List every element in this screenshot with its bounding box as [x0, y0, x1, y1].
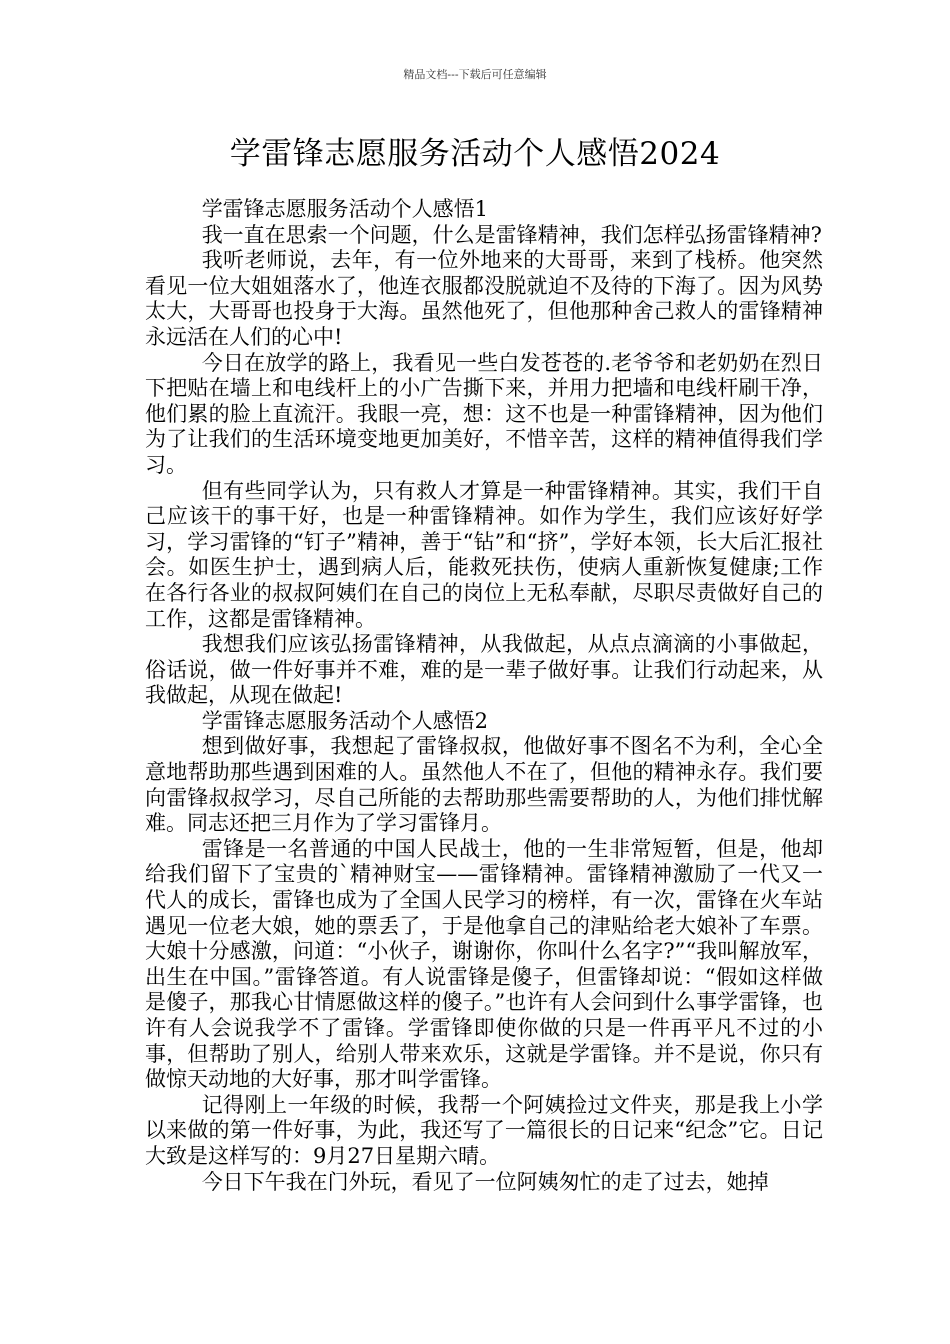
- paragraph: 雷锋是一名普通的中国人民战士，他的一生非常短暂，但是，他却给我们留下了宝贵的`精神财宝——雷锋精神。雷锋精神激励了一代又一代人的成长，雷锋也成为了全国人民学习的榜样，有一次，雷锋在火车站遇见一位老大娘，她的票丢了，于是他拿自己的津贴给老大娘补了车票。大娘十分感激，问道：“小伙子，谢谢你，你叫什么名字?”“我叫解放军，出生在中国。”雷锋答道。有人说雷锋是傻子，但雷锋却说：“假如这样做是傻子，那我心甘情愿做这样的傻子。”也许有人会问到什么事学雷锋，也许有人会说我学不了雷锋。学雷锋即使你做的只是一件再平凡不过的小事，但帮助了别人，给别人带来欢乐，这就是学雷锋。并不是说，你只有做惊天动地的大好事，那才叫学雷锋。: [145, 836, 823, 1092]
- section-heading: 学雷锋志愿服务活动个人感悟2: [201, 708, 489, 733]
- paragraph: 我听老师说，去年，有一位外地来的大哥哥，来到了栈桥。他突然看见一位大姐姐落水了，他连衣服都没脱就迫不及待的下海了。因为风势太大，大哥哥也投身于大海。虽然他死了，但他那种舍己救人的雷锋精神永远活在人们的心中!: [145, 248, 823, 349]
- paragraph: 但有些同学认为，只有救人才算是一种雷锋精神。其实，我们干自己应该干的事干好，也是一种雷锋精神。如作为学生，我们应该好好学习，学习雷锋的“钉子”精神，善于“钻”和“挤”，学好本领，长大后汇报社会。如医生护士，遇到病人后，能救死扶伤，使病人重新恢复健康;工作在各行各业的叔叔阿姨们在自己的岗位上无私奉献，尽职尽责做好自己的工作，这都是雷锋精神。: [145, 478, 823, 631]
- paragraph: 想到做好事，我想起了雷锋叔叔，他做好事不图名不为利，全心全意地帮助那些遇到困难的人。虽然他人不在了，但他的精神永存。我们要向雷锋叔叔学习，尽自己所能的去帮助那些需要帮助的人，为他们排忧解难。同志还把三月作为了学习雷锋月。: [145, 734, 823, 836]
- paragraph: 我一直在思索一个问题，什么是雷锋精神，我们怎样弘扬雷锋精神?: [201, 222, 822, 247]
- paragraph: 记得刚上一年级的时候，我帮一个阿姨捡过文件夹，那是我上小学以来做的第一件好事，为此，我还写了一篇很长的日记来“纪念”它。日记大致是这样写的：9月27日星期六晴。: [145, 1092, 823, 1168]
- document-body: [145, 197, 823, 1195]
- document-title: 学雷锋志愿服务活动个人感悟2024: [229, 136, 721, 172]
- paragraph: 今日在放学的路上，我看见一些白发苍苍的.老爷爷和老奶奶在烈日下把贴在墙上和电线杆上的小广告撕下来，并用力把墙和电线杆刷干净，他们累的脸上直流汗。我眼一亮，想：这不也是一种雷锋精神，因为他们为了让我们的生活环境变地更加美好，不惜辛苦，这样的精神值得我们学习。: [145, 350, 823, 477]
- paragraph: 今日下午我在门外玩，看见了一位阿姨匆忙的走了过去，她掉: [201, 1169, 769, 1194]
- section-heading: 学雷锋志愿服务活动个人感悟1: [201, 197, 489, 221]
- paragraph: 我想我们应该弘扬雷锋精神，从我做起，从点点滴滴的小事做起，俗话说，做一件好事并不难，难的是一辈子做好事。让我们行动起来，从我做起，从现在做起!: [145, 632, 823, 708]
- header-note: 精品文档---下载后可任意编辑: [403, 68, 547, 81]
